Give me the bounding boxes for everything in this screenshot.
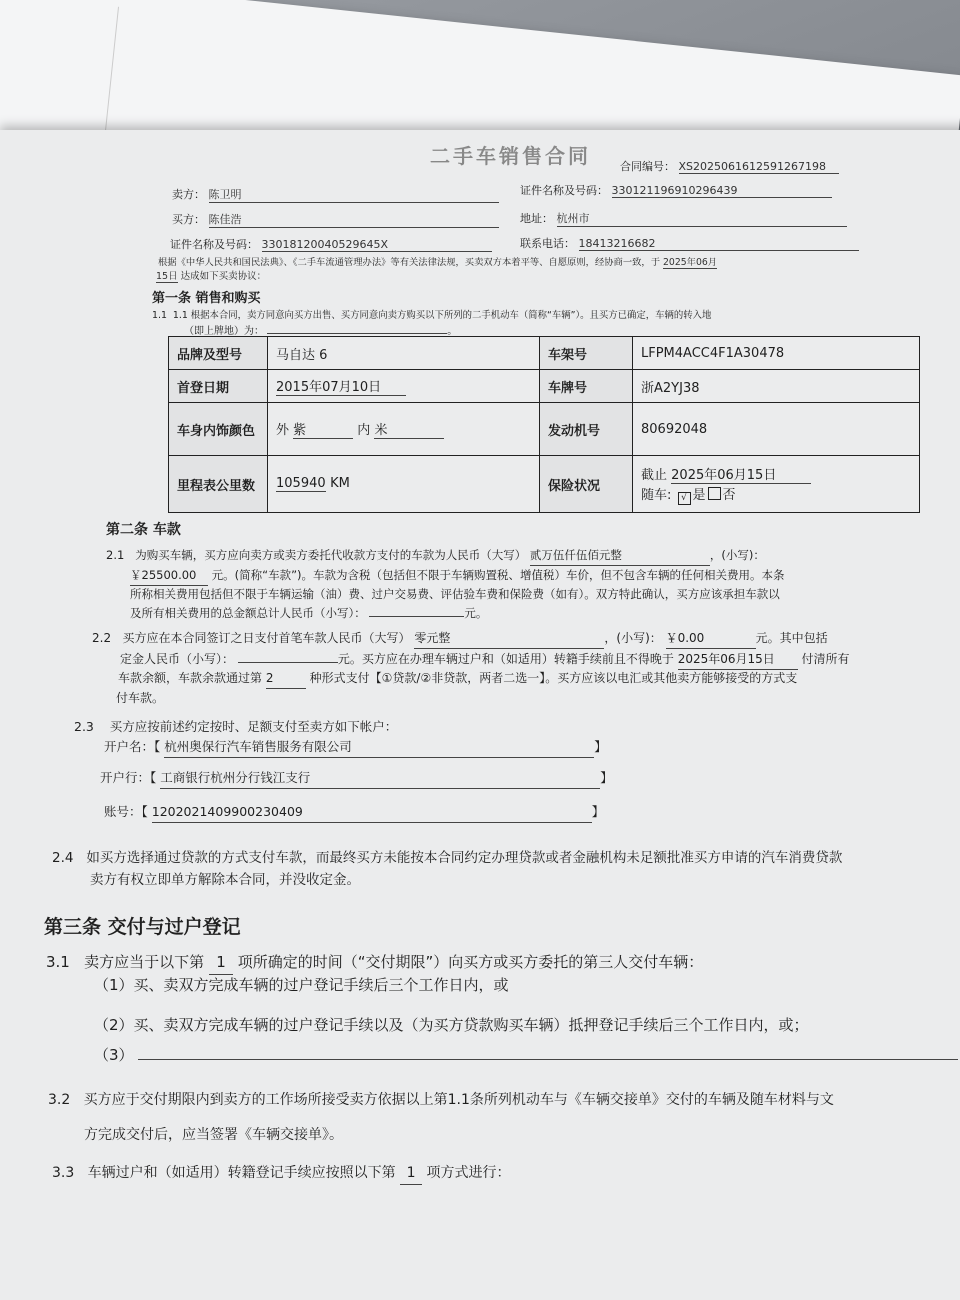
buyer-id-row xyxy=(170,236,492,252)
clause-2-3-no: 2.3 xyxy=(74,719,94,734)
no-label: 否 xyxy=(722,487,736,503)
interior-label: 内 xyxy=(357,423,371,438)
clause-2-2-line4: 付车款。 xyxy=(116,691,165,705)
seller-label: 卖方： xyxy=(172,188,205,201)
clause-3-3 xyxy=(52,1162,511,1185)
exterior-color: 紫 xyxy=(293,419,353,439)
vehicle-info-table xyxy=(168,336,920,513)
clause-2-2-text6: 种形式支付【①贷款/②非贷款，两者二选一】。买方应该以电汇或其他卖方能够接受的方式支 xyxy=(309,671,798,685)
account-name-label: 开户名：【 xyxy=(104,739,161,754)
clause-2-2-no: 2.2 xyxy=(92,631,112,645)
clause-3-3-text2: 项方式进行： xyxy=(426,1165,511,1181)
clause-2-2-line3 xyxy=(118,668,797,689)
contract-title: 二手车销售合同 xyxy=(430,144,591,168)
clause-3-1-text2: 项所确定的时间（“交付期限”）向买方或买方委托的第三人交付车辆： xyxy=(237,953,704,971)
color-label: 车身内饰颜色 xyxy=(169,403,268,456)
no-checkbox[interactable] xyxy=(708,487,721,500)
clause-2-3-text: 买方应按前述约定按时、足额支付至卖方如下帐户： xyxy=(109,719,398,734)
clause-2-1-line4 xyxy=(130,603,487,623)
delivery-option-3-blank xyxy=(138,1059,958,1060)
contract-no-value: XS2025061612591267198 xyxy=(679,160,839,174)
engine-label: 发动机号 xyxy=(540,403,633,456)
preamble-day: 15日 xyxy=(156,268,178,283)
buyer-id-value: 33018120040529645X xyxy=(262,238,492,252)
seller-name: 陈卫明 xyxy=(209,186,499,203)
seller-id-label: 证件名称及号码： xyxy=(520,184,608,197)
color-cell xyxy=(268,403,540,456)
clause-1-1-line2 xyxy=(184,322,457,337)
clause-3-2-text: 买方应于交付期限内到卖方的工作场所接受卖方依据以上第1.1条所列机动车与《车辆交接单》交付的车辆及随车材料与文 xyxy=(83,1092,834,1108)
vin-value: LFPM4ACC4F1A30478 xyxy=(633,337,920,370)
price-in-words: 贰万伍仟伍佰元整 xyxy=(530,545,710,566)
odometer-value: 105940 xyxy=(276,476,326,491)
clause-2-2-line1 xyxy=(92,628,828,649)
clause-2-1-no: 2.1 xyxy=(106,548,125,562)
yes-checkbox[interactable]: √ xyxy=(678,492,691,505)
phone-value: 18413216682 xyxy=(579,237,859,251)
account-name-row xyxy=(104,737,607,758)
article-2-title: 第二条 车款 xyxy=(106,522,181,538)
engine-value: 80692048 xyxy=(633,403,920,456)
buyer-addr-value: 杭州市 xyxy=(557,210,847,227)
clause-1-1-text: 1.1 根据本合同，卖方同意向买方出售、买方同意向卖方购买以下所列的二手机动车（简称“车辆”）。且买方已确定，车辆的转入地 xyxy=(172,310,712,321)
clause-3-2-line2: 方完成交付后，应当签署《车辆交接单》。 xyxy=(84,1127,343,1143)
insurance-until-row xyxy=(641,464,911,484)
clause-3-1 xyxy=(46,950,703,975)
contract-no-label: 合同编号： xyxy=(620,160,675,173)
clause-2-1-end: 元。 xyxy=(464,606,488,620)
balance-due-date: 2025年06月15日 xyxy=(678,649,798,670)
clause-2-1-text2: 元。(简称“车款”)。车款为含税（包括但不限于车辆购置税、增值税）车价，但不包含车辆的任何相关费用。本条 xyxy=(211,568,785,582)
delivery-option-3-label: （3） xyxy=(94,1046,134,1064)
delivery-option: 1 xyxy=(209,950,233,975)
seller-row xyxy=(172,186,499,203)
clause-1-1-no: 1.1 xyxy=(152,310,167,321)
odometer-label: 里程表公里数 xyxy=(169,456,268,513)
clause-2-1-small-label: ，(小写)： xyxy=(709,548,765,562)
preamble-text: 根据《中华人民共和国民法典》、《二手车流通管理办法》等有关法律法规，买卖双方本着平等、自愿原则，经协商一致，于 xyxy=(158,257,661,268)
odometer-unit: KM xyxy=(330,476,350,491)
clause-3-3-no: 3.3 xyxy=(52,1165,75,1181)
reg-date-cell xyxy=(268,370,540,403)
account-number-row xyxy=(104,802,604,823)
plate-value: 浙A2YJ38 xyxy=(633,370,920,403)
article-3-title: 第三条 交付与过户登记 xyxy=(44,916,241,938)
clause-2-3 xyxy=(74,717,397,737)
buyer-id-label: 证件名称及号码： xyxy=(170,238,258,251)
plate-label: 车牌号 xyxy=(540,370,633,403)
table-row xyxy=(169,370,920,403)
first-payment-words: 零元整 xyxy=(414,628,604,649)
phone-label: 联系电话： xyxy=(520,237,575,250)
bank-value: 工商银行杭州分行钱江支行 xyxy=(160,768,600,789)
contract-no-row xyxy=(620,158,839,174)
clause-2-1-text: 为购买车辆，买方应向卖方或卖方委托代收款方支付的车款为人民币（大写） xyxy=(135,548,527,562)
buyer-addr-row xyxy=(520,210,847,227)
exterior-label: 外 xyxy=(276,423,290,438)
insurance-with-label: 随车: xyxy=(641,487,672,503)
clause-2-4-line2: 卖方有权立即单方解除本合同，并没收定金。 xyxy=(90,872,360,888)
clause-2-2-text2: 元。其中包括 xyxy=(755,631,828,645)
interior-color: 米 xyxy=(374,419,444,439)
bank-label: 开户行：【 xyxy=(100,770,157,785)
clause-2-1-line3: 所称相关费用包括但不限于车辆运输（油）费、过户交易费、评估验车费和保险费（如有）。双方特此确认，买方应该承担车款以 xyxy=(130,587,780,601)
clause-3-1-text: 卖方应当于以下第 xyxy=(84,953,205,971)
clause-2-1-line1 xyxy=(106,545,765,566)
odometer-cell xyxy=(268,456,540,513)
preamble-date: 2025年06月 xyxy=(663,254,717,269)
buyer-row xyxy=(172,211,499,228)
insurance-with-row xyxy=(641,484,911,505)
clause-2-2-line2 xyxy=(120,649,850,670)
delivery-option-3 xyxy=(94,1043,958,1067)
clause-3-2-no: 3.2 xyxy=(48,1092,71,1108)
payment-option: 2 xyxy=(266,668,306,689)
transfer-option: 1 xyxy=(400,1162,422,1185)
bank-bracket: 】 xyxy=(600,770,613,785)
insurance-label: 保险状况 xyxy=(540,456,633,513)
phone-row xyxy=(520,235,859,251)
table-row xyxy=(169,337,920,370)
account-number-bracket: 】 xyxy=(591,804,605,819)
account-number-label: 账号：【 xyxy=(104,804,148,819)
delivery-option-2: （2）买、卖双方完成车辆的过户登记手续以及（为买方贷款购买车辆）抵押登记手续后三个工作日内，或； xyxy=(94,1016,809,1034)
vin-label: 车架号 xyxy=(540,337,633,370)
clause-2-2-small-label: ，(小写)： xyxy=(604,631,662,645)
clause-2-2-text5: 车款余额，车款余款通过第 xyxy=(118,671,263,685)
deposit-blank xyxy=(238,662,338,663)
seller-id-row xyxy=(520,182,832,198)
delivery-option-1: （1）买、卖双方完成车辆的过户登记手续后三个工作日内，或 xyxy=(94,976,509,994)
bank-row xyxy=(100,768,613,789)
first-payment-figures: ￥0.00 xyxy=(666,628,756,649)
insurance-until-date: 2025年06月15日 xyxy=(671,464,811,484)
preamble-line1 xyxy=(158,254,717,269)
clause-2-2-text4: 付清所有 xyxy=(801,652,850,666)
price-in-figures: ￥25500.00 xyxy=(130,565,208,586)
clause-3-1-no: 3.1 xyxy=(46,953,70,971)
insurance-cell xyxy=(633,456,920,513)
clause-3-3-text: 车辆过户和（如适用）转籍登记手续应按照以下第 xyxy=(87,1165,396,1181)
clause-2-2-text: 买方应在本合同签订之日支付首笔车款人民币（大写） xyxy=(122,631,411,645)
clause-2-4-no: 2.4 xyxy=(52,850,74,866)
total-amount-blank xyxy=(369,616,464,617)
article-1-title: 第一条 销售和购买 xyxy=(152,291,261,306)
table-row xyxy=(169,456,920,513)
buyer-name: 陈佳浩 xyxy=(209,211,499,228)
account-name-bracket: 】 xyxy=(594,739,607,754)
buyer-label: 买方： xyxy=(172,213,205,226)
seller-id-value: 330121196910296439 xyxy=(612,184,832,198)
clause-3-2-line1 xyxy=(48,1089,834,1111)
deposit-label: 定金人民币（小写）： xyxy=(120,652,235,666)
yes-label: 是 xyxy=(692,487,706,503)
insurance-until-label: 截止 xyxy=(641,467,668,483)
table-row xyxy=(169,403,920,456)
clause-1-1-end: 。 xyxy=(447,326,458,337)
clause-1-1-text2: （即上牌地）为： xyxy=(184,326,264,337)
clause-2-2-text3: 元。买方应在办理车辆过户和（如适用）转籍手续前且不得晚于 xyxy=(337,652,674,666)
clause-2-4-text: 如买方选择通过贷款的方式支付车款，而最终买方未能按本合同约定办理贷款或者金融机构未足额批准买方申请的汽车消费贷款 xyxy=(86,850,843,866)
clause-2-4-line1 xyxy=(52,848,842,868)
reg-date-label: 首登日期 xyxy=(169,370,268,403)
reg-date-value: 2015年07月10日 xyxy=(276,376,406,396)
preamble-line2 xyxy=(156,268,266,283)
buyer-addr-label: 地址： xyxy=(520,212,553,225)
clause-2-1-line2 xyxy=(130,565,785,586)
clause-2-1-text4: 及所有相关费用的总金额总计人民币（小写）： xyxy=(130,606,366,620)
brand-label: 品牌及型号 xyxy=(169,337,268,370)
account-number-value: 1202021409900230409 xyxy=(152,802,592,823)
account-name-value: 杭州奥保行汽车销售服务有限公司 xyxy=(164,737,594,758)
brand-value: 马自达 6 xyxy=(268,337,540,370)
preamble-rest: 达成如下买卖协议： xyxy=(180,271,267,282)
destination-blank xyxy=(267,333,447,334)
clause-1-1 xyxy=(152,307,711,321)
